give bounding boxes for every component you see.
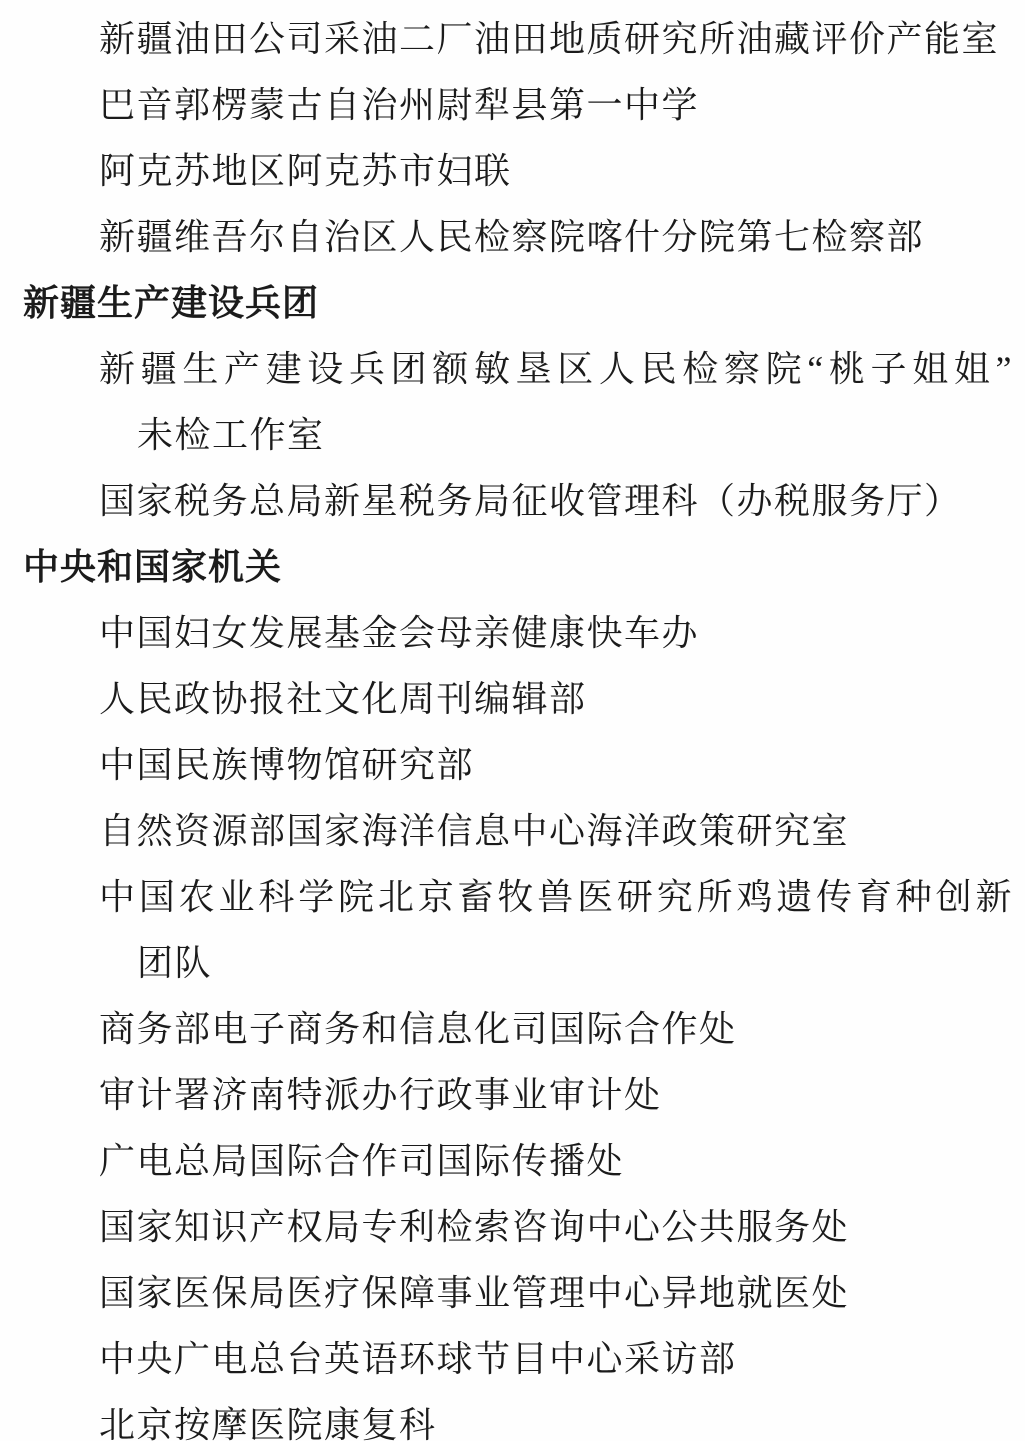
org-name-line: 中国民族博物馆研究部	[99, 745, 475, 785]
org-name-line: 国家知识产权局专利检索咨询中心公共服务处	[99, 1207, 850, 1247]
org-name-line: 自然资源部国家海洋信息中心海洋政策研究室	[99, 811, 850, 851]
org-list-item	[23, 1392, 1013, 1441]
org-list-item	[23, 6, 1013, 72]
org-list-item	[23, 996, 1013, 1062]
org-name-line-continued: 团队	[137, 943, 213, 983]
org-list-item	[23, 72, 1013, 138]
org-list-item	[23, 1326, 1013, 1392]
org-list-item	[23, 1260, 1013, 1326]
org-name-line: 阿克苏地区阿克苏市妇联	[99, 151, 512, 191]
org-list-item	[23, 1128, 1013, 1194]
org-name-line: 国家税务总局新星税务局征收管理科（办税服务厅）	[99, 481, 962, 521]
org-name-line: 商务部电子商务和信息化司国际合作处	[99, 1009, 737, 1049]
org-list-item	[23, 798, 1013, 864]
org-name-line: 新疆油田公司采油二厂油田地质研究所油藏评价产能室	[99, 19, 1000, 59]
org-name-line: 审计署济南特派办行政事业审计处	[99, 1075, 662, 1115]
org-list-item	[23, 204, 1013, 270]
org-name-line: 国家医保局医疗保障事业管理中心异地就医处	[99, 1273, 850, 1313]
org-name-line: 中国农业科学院北京畜牧兽医研究所鸡遗传育种创新	[99, 877, 1013, 917]
org-list-item	[23, 600, 1013, 666]
org-list-item	[23, 1194, 1013, 1260]
org-name-line: 中国妇女发展基金会母亲健康快车办	[99, 613, 700, 653]
org-list-item	[23, 732, 1013, 798]
org-list-item	[23, 336, 1013, 468]
org-name-line: 广电总局国际合作司国际传播处	[99, 1141, 625, 1181]
org-name-line: 北京按摩医院康复科	[99, 1405, 437, 1441]
org-list-item	[23, 864, 1013, 996]
org-name-line: 中央广电总台英语环球节目中心采访部	[99, 1339, 737, 1379]
section-header-central-state-organs: 中央和国家机关	[23, 546, 283, 587]
org-name-line: 巴音郭楞蒙古自治州尉犁县第一中学	[99, 85, 700, 125]
org-name-line: 新疆生产建设兵团额敏垦区人民检察院“桃子姐姐”	[99, 349, 1013, 389]
org-name-line: 新疆维吾尔自治区人民检察院喀什分院第七检察部	[99, 217, 925, 257]
org-list-item	[23, 1062, 1013, 1128]
org-list-item	[23, 468, 1013, 534]
org-list-item	[23, 138, 1013, 204]
section-header-xinjiang-bingtuan: 新疆生产建设兵团	[23, 282, 320, 323]
org-name-line-continued: 未检工作室	[137, 415, 325, 455]
org-name-line: 人民政协报社文化周刊编辑部	[99, 679, 587, 719]
org-list-item	[23, 666, 1013, 732]
